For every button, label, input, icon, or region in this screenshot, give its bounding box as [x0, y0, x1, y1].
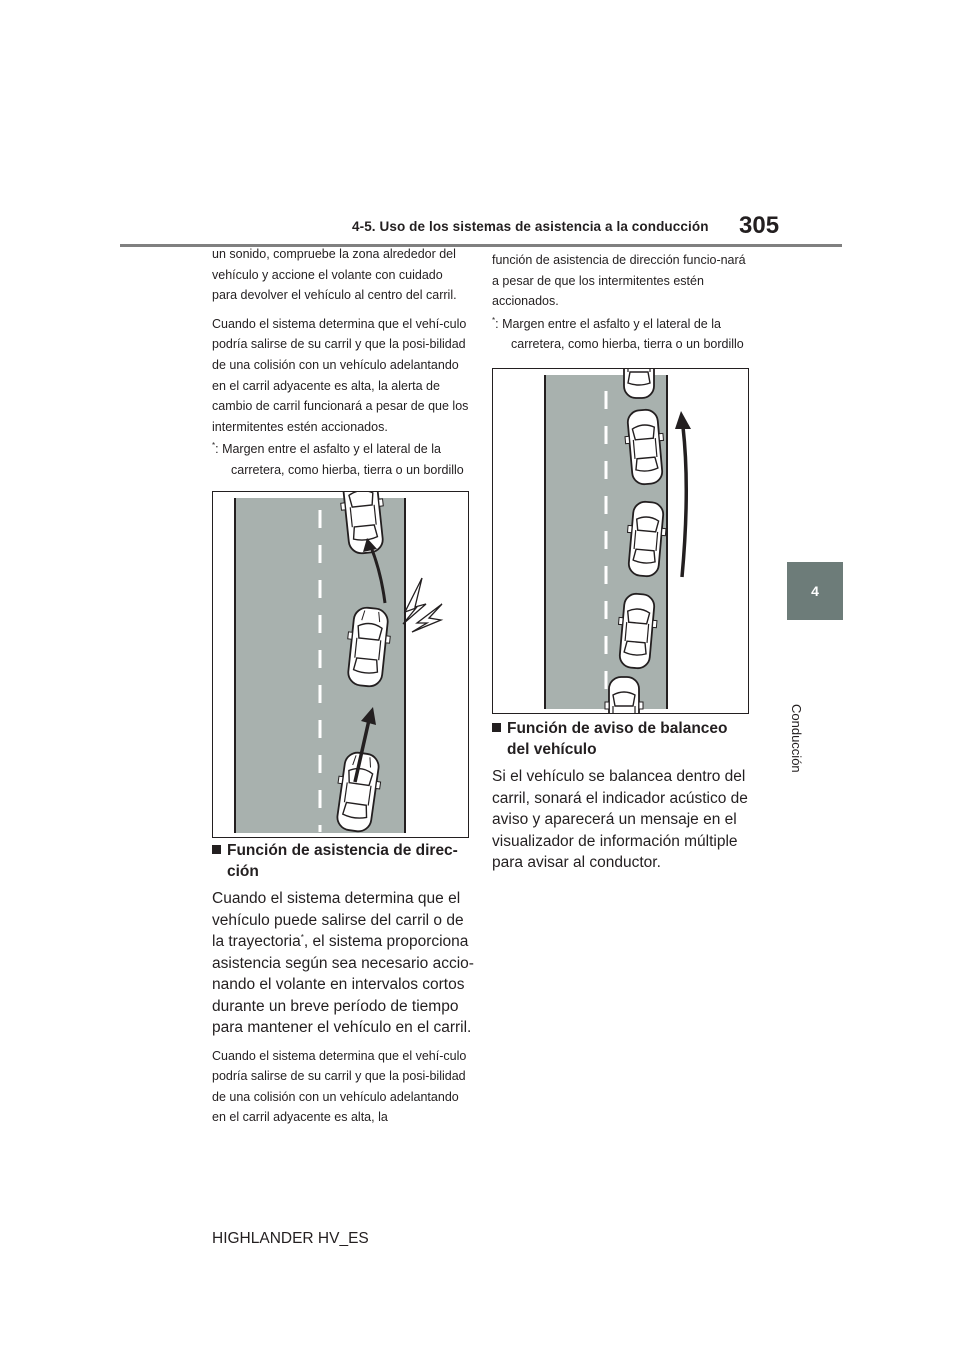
lane-change-alert-figure: [212, 491, 469, 838]
chapter-tab: [787, 562, 843, 620]
paragraph: un sonido, compruebe la zona alrededor del vehículo y accione el volante con cuidado para devolver el vehículo al centro del carril.: [212, 247, 457, 303]
section-heading-steering-assist: Función de asistencia de direc-ción: [212, 840, 474, 882]
steering-assist-figure: [492, 368, 749, 714]
left-column-top: [212, 244, 470, 480]
chapter-number: 4: [811, 583, 819, 599]
footnote: *: Margen entre el asfalto y el lateral de la carretera, como hierba, tierra o un bordillo: [212, 441, 464, 477]
model-footer: HIGHLANDER HV_ES: [212, 1230, 369, 1247]
footnote: *: Margen entre el asfalto y el lateral de la carretera, como hierba, tierra o un bordillo: [492, 315, 744, 352]
left-column-bottom: [212, 840, 474, 1128]
paragraph: función de asistencia de dirección funcio-nará a pesar de que los intermitentes estén accionados.: [492, 253, 746, 309]
chapter-label: Conducción: [789, 704, 804, 773]
paragraph: Cuando el sistema determina que el vehí-culo podría salirse de su carril y que la posi-bilidad de una colisión con un vehículo adelantando en el carril adyacente es alta, la alerta de cambio de carril funcionará a pesar de que los intermitentes estén accionados.: [212, 316, 469, 434]
square-bullet-icon: [212, 845, 221, 854]
steering-assist-illustration: [493, 369, 748, 713]
section-heading-sway-warning: Función de aviso de balanceo del vehículo: [492, 718, 754, 760]
lane-change-illustration: [213, 492, 468, 837]
paragraph: Si el vehículo se balancea dentro del carril, sonará el indicador acústico de aviso y aparecerá un mensaje en el visualizador de información múltiple para avisar al conductor.: [492, 768, 748, 871]
square-bullet-icon: [492, 723, 501, 732]
section-title: 4-5. Uso de los sistemas de asistencia a la conducción: [352, 219, 709, 234]
paragraph: Cuando el sistema determina que el vehículo puede salirse del carril o de la trayectoria*, el sistema proporciona asistencia según sea necesario accio-nando el volante en intervalos cortos durante un breve período de tiempo para mantener el vehículo en el carril.: [212, 890, 474, 1036]
paragraph: Cuando el sistema determina que el vehí-culo podría salirse de su carril y que la posi-bilidad de una colisión con un vehículo adelantando en el carril adyacente es alta, la: [212, 1048, 467, 1125]
right-column-top: [492, 250, 754, 355]
page-number: 305: [739, 212, 780, 239]
right-column-bottom: [492, 718, 754, 874]
